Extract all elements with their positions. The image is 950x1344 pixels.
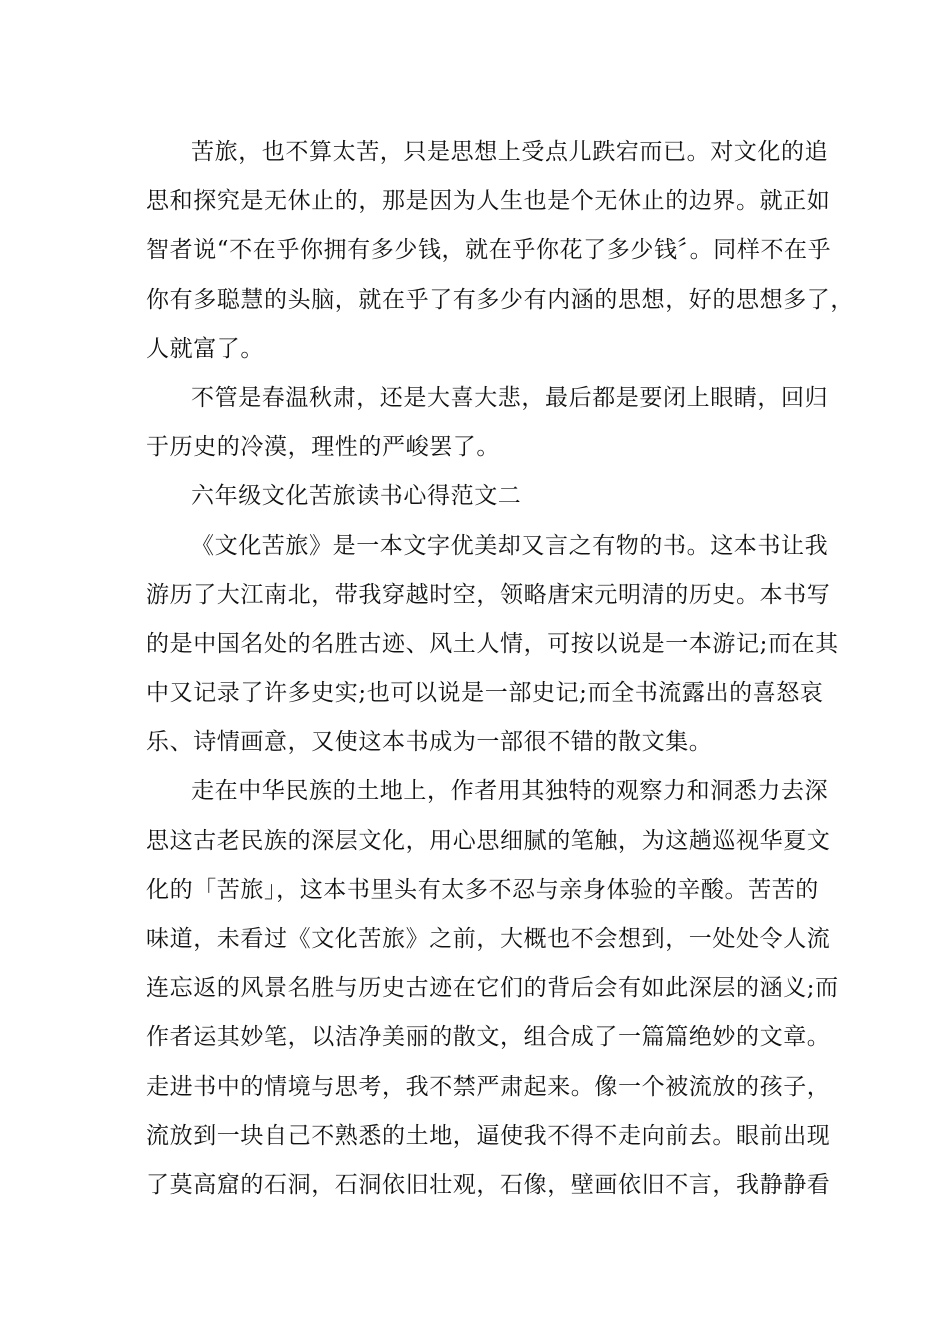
text-line: 于历史的冷漠，理性的严峻罢了。 — [146, 434, 500, 461]
text-line: 游历了大江南北，带我穿越时空，领略唐宋元明清的历史。本书写 — [146, 581, 831, 608]
text-line: 苦旅，也不算太苦，只是思想上受点儿跌宕而已。对文化的追 — [191, 139, 829, 165]
section-heading: 六年级文化苦旅读书心得范文二 — [191, 483, 522, 510]
text-line: 智者说“不在乎你拥有多少钱，就在乎你花了多少钱〞。同样不在乎 — [146, 237, 832, 264]
text-line: 你有多聪慧的头脑，就在乎了有多少有内涵的思想，好的思想多了， — [146, 286, 854, 313]
text-line: 乐、诗情画意，又使这本书成为一部很不错的散文集。 — [146, 729, 713, 756]
text-line: 味道，未看过《文化苦旅》之前，大概也不会想到，一处处令人流 — [146, 926, 831, 952]
text-line: 思这古老民族的深层文化，用心思细腻的笔触，为这趟巡视华夏文 — [146, 827, 831, 854]
text-line: 化的「苦旅」，这本书里头有太多不忍与亲身体验的辛酸。苦苦的 — [146, 876, 819, 903]
text-line: 不管是春温秋肃，还是大喜大悲，最后都是要闭上眼睛，回归 — [191, 384, 829, 411]
text-line: 了莫高窟的石洞，石洞依旧壮观，石像，壁画依旧不言，我静静看 — [146, 1171, 831, 1198]
text-line: 的是中国名处的名胜古迹、风土人情，可按以说是一本游记;而在其 — [146, 630, 839, 657]
text-line: 《文化苦旅》是一本文字优美却又言之有物的书。这本书让我 — [191, 532, 829, 559]
text-line: 作者运其妙笔，以洁净美丽的散文，组合成了一篇篇绝妙的文章。 — [146, 1024, 831, 1051]
text-line: 思和探究是无休止的，那是因为人生也是个无休止的边界。就正如 — [146, 188, 831, 215]
text-line: 中又记录了许多史实;也可以说是一部史记;而全书流露出的喜怒哀 — [146, 680, 824, 707]
text-line: 人就富了。 — [146, 335, 264, 362]
text-line: 连忘返的风景名胜与历史古迹在它们的背后会有如此深层的涵义;而 — [146, 975, 839, 1002]
text-line: 走进书中的情境与思考，我不禁严肃起来。像一个被流放的孩子， — [146, 1073, 831, 1100]
text-line: 走在中华民族的土地上，作者用其独特的观察力和洞悉力去深 — [191, 778, 829, 805]
text-line: 流放到一块自己不熟悉的土地，逼使我不得不走向前去。眼前出现 — [146, 1122, 831, 1149]
